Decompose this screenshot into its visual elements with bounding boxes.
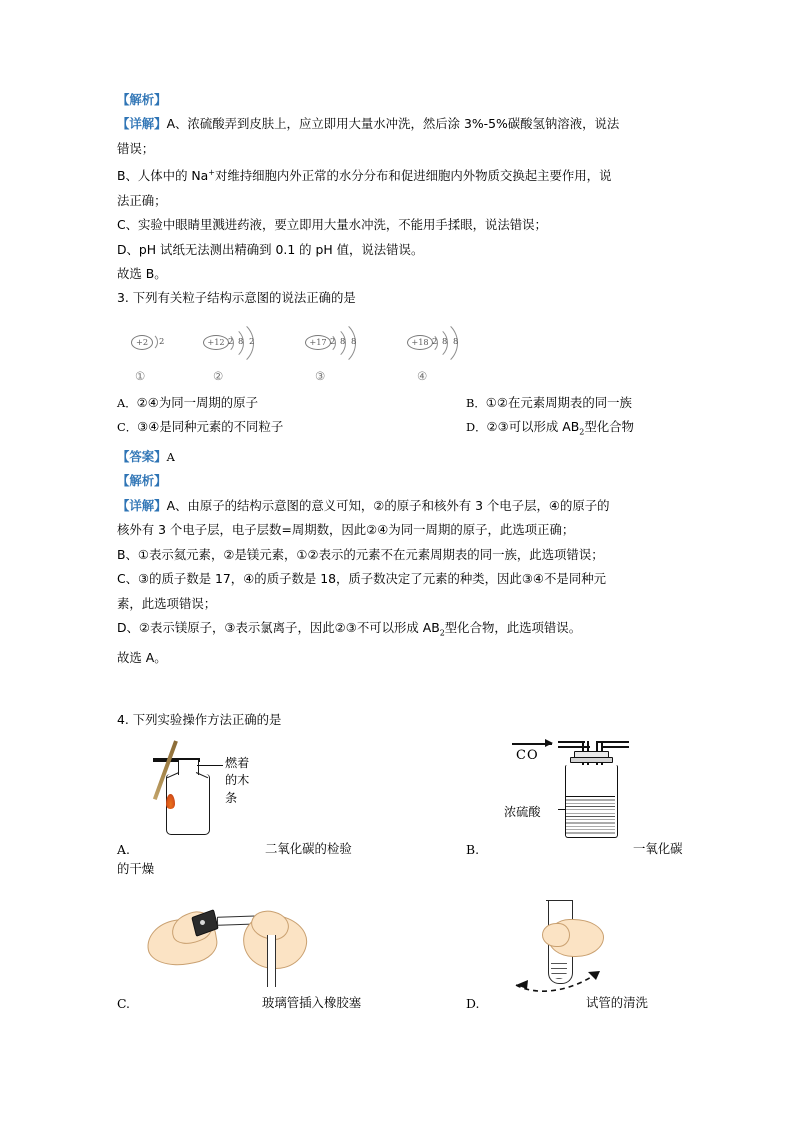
particle-label-4: ④ — [417, 368, 428, 383]
q3-detail-line-4: C、③的质子数是 17，④的质子数是 18，质子数决定了元素的种类，因此③④不是同种元 — [117, 571, 606, 587]
q3-option-c-text: ③④是同种元素的不同粒子 — [137, 419, 284, 435]
q4-option-b-caption-wrap: 的干燥 — [117, 860, 155, 876]
q3-option-b-letter: B． — [466, 395, 486, 410]
particle-diagram-1 — [131, 317, 201, 391]
q3-option-d-subscript: 2 — [579, 427, 585, 437]
shell-electrons-3-2: 8 — [340, 335, 346, 346]
test-tube-rim — [546, 900, 573, 901]
q2-detail-line-2: 错误； — [117, 140, 155, 156]
q4-options-row-1 — [117, 739, 682, 857]
q4-stem: 4. 下列实验操作方法正确的是 — [117, 712, 282, 728]
q3-detail-label: 【详解】 — [117, 497, 167, 513]
shell-electrons-4-1: 2 — [432, 335, 438, 346]
q3-option-a[interactable] — [117, 391, 466, 415]
figure-gas-washing-bottle — [506, 739, 676, 849]
q4-option-d-caption: 试管的清洗 — [586, 995, 648, 1010]
figure-insert-glass-tube — [147, 899, 357, 994]
particle-label-2: ② — [213, 368, 224, 383]
q3-detail-line-6-pre: D、②表示镁原子，③表示氯离子，因此②③不可以形成 AB — [117, 619, 440, 635]
nucleus-charge-1: +2 — [131, 335, 153, 350]
q4-option-d[interactable] — [466, 899, 794, 1011]
inlet-tube-horizontal-top — [558, 741, 585, 743]
q2-conclusion: 故选 B。 — [117, 265, 167, 281]
q3-detail-line-6-subscript: 2 — [439, 628, 445, 638]
q2-analysis-header: 【解析】 — [117, 92, 167, 107]
q4-option-a-letter: A. — [117, 841, 130, 857]
bottle-collar — [570, 757, 613, 763]
q3-option-a-text: ②④为同一周期的原子 — [136, 394, 258, 410]
q3-options-row-1 — [117, 391, 682, 415]
shell-electrons-2-2: 8 — [238, 335, 244, 346]
nucleus-charge-4: +18 — [407, 335, 433, 350]
q2-detail-line-1 — [117, 112, 682, 136]
particle-diagram-2 — [203, 317, 303, 391]
q4-option-a[interactable] — [117, 739, 466, 857]
shell-electrons-3-3: 8 — [351, 335, 357, 346]
q3-analysis-header: 【解析】 — [117, 473, 167, 489]
q4-option-b-caption: 一氧化碳 — [633, 840, 683, 856]
shell-electrons-3-1: 2 — [330, 335, 336, 346]
shell-electrons-2-3: 2 — [249, 335, 255, 346]
q2-detail-line-5: C、实验中眼睛里溅进药液，要立即用大量水冲洗，不能用手揉眼，说法错误； — [117, 217, 547, 233]
particle-diagram-4 — [407, 317, 507, 391]
splint-label — [225, 755, 259, 808]
q2-detail-line-3a: B、人体中的 Na — [117, 168, 209, 184]
q2-detail-line-4: 法正确； — [117, 192, 167, 208]
hand-thumb — [542, 923, 570, 947]
shaking-motion-arrow-icon — [504, 961, 624, 997]
q3-options-row-2 — [117, 415, 682, 445]
q3-detail-line-5: 素，此选项错误； — [117, 595, 217, 611]
sodium-ion-charge: + — [208, 168, 215, 178]
q2-detail-line-1-text: A、浓硫酸弄到皮肤上，应立即用大量水冲洗，然后涂 3%-5%碳酸氢钠溶液，说法 — [166, 116, 620, 132]
q4-options-row-2 — [117, 899, 682, 1011]
q3-detail-line-1 — [117, 494, 682, 518]
q3-option-d[interactable] — [466, 415, 682, 445]
q3-stem: 3. 下列有关粒子结构示意图的说法正确的是 — [117, 290, 356, 306]
q3-option-d-text-post: 型化合物 — [584, 419, 634, 435]
q3-conclusion: 故选 A。 — [117, 649, 167, 665]
q4-option-d-letter: D. — [466, 996, 480, 1011]
q3-answer-row — [117, 445, 682, 469]
q3-answer-value: A — [166, 450, 175, 465]
liquid-surface-line — [566, 796, 615, 797]
shell-electrons-4-3: 8 — [453, 335, 459, 346]
shell-electrons-2-1: 2 — [228, 335, 234, 346]
particle-label-3: ③ — [315, 368, 326, 383]
q4-option-c[interactable] — [117, 899, 466, 1011]
q3-option-b-text: ①②在元素周期表的同一族 — [485, 394, 632, 410]
splint-label-line-1: 燃着 — [225, 755, 250, 770]
particle-label-1: ① — [135, 368, 146, 383]
shell-electrons-1-1: 2 — [159, 335, 165, 346]
answer-header: 【答案】 — [117, 449, 167, 465]
nucleus-charge-3: +17 — [305, 335, 331, 350]
q3-option-c-letter: C． — [117, 420, 138, 435]
q4-option-c-letter: C. — [117, 996, 130, 1011]
q3-option-a-letter: A． — [117, 395, 137, 410]
q3-detail-line-6 — [117, 616, 682, 646]
q3-option-c[interactable] — [117, 415, 466, 445]
leader-line — [197, 765, 223, 766]
splint-label-line-2: 的木 — [225, 773, 250, 788]
outlet-tube-horizontal-bottom — [603, 746, 629, 748]
q3-option-d-text-pre: ②③可以形成 AB — [486, 419, 580, 435]
reagent-label: 浓硫酸 — [504, 804, 541, 819]
q3-detail-line-3: B、①表示氦元素，②是镁元素，①②表示的元素不在元素周期表的同一族，此选项错误； — [117, 546, 604, 562]
q2-detail-line-3b: 对维持细胞内外正常的水分分布和促进细胞内外物质交换起主要作用，说 — [214, 168, 612, 184]
q3-detail-line-6-post: 型化合物，此选项错误。 — [444, 619, 582, 635]
particle-diagram-3 — [305, 317, 405, 391]
nucleus-charge-2: +12 — [203, 335, 229, 350]
q4-option-b[interactable] — [466, 739, 794, 857]
q3-detail-line-2: 核外有 3 个电子层，电子层数=周期数，因此②④为同一周期的原子，此选项正确； — [117, 522, 575, 538]
shell-electrons-4-2: 8 — [442, 335, 448, 346]
gas-flow-arrow-icon — [512, 743, 552, 745]
figure-gas-jar-splint — [145, 739, 265, 839]
figure-test-tube-cleaning — [518, 899, 688, 997]
q4-option-a-caption: 二氧化碳的检验 — [265, 840, 352, 856]
q2-detail-line-6: D、pH 试纸无法测出精确到 0.1 的 pH 值，说法错误。 — [117, 241, 424, 257]
q3-option-b[interactable] — [466, 391, 682, 415]
q4-option-c-caption: 玻璃管插入橡胶塞 — [262, 995, 362, 1010]
reagent-leader-line — [558, 809, 566, 810]
q3-detail-line-1-text: A、由原子的结构示意图的意义可知，②的原子和核外有 3 个电子层，④的原子的 — [166, 497, 610, 513]
splint-label-line-3: 条 — [225, 790, 238, 805]
q4-option-b-letter: B. — [466, 841, 480, 857]
q3-option-d-letter: D． — [466, 420, 487, 435]
inlet-tube-horizontal-bottom — [558, 746, 590, 748]
co-gas-label: CO — [516, 747, 539, 763]
glass-tube-vertical — [267, 935, 276, 987]
detail-label: 【详解】 — [117, 116, 167, 132]
sulfuric-acid-liquid — [566, 797, 615, 836]
q3-particle-diagrams — [117, 317, 682, 391]
q2-detail-line-3 — [117, 161, 682, 189]
